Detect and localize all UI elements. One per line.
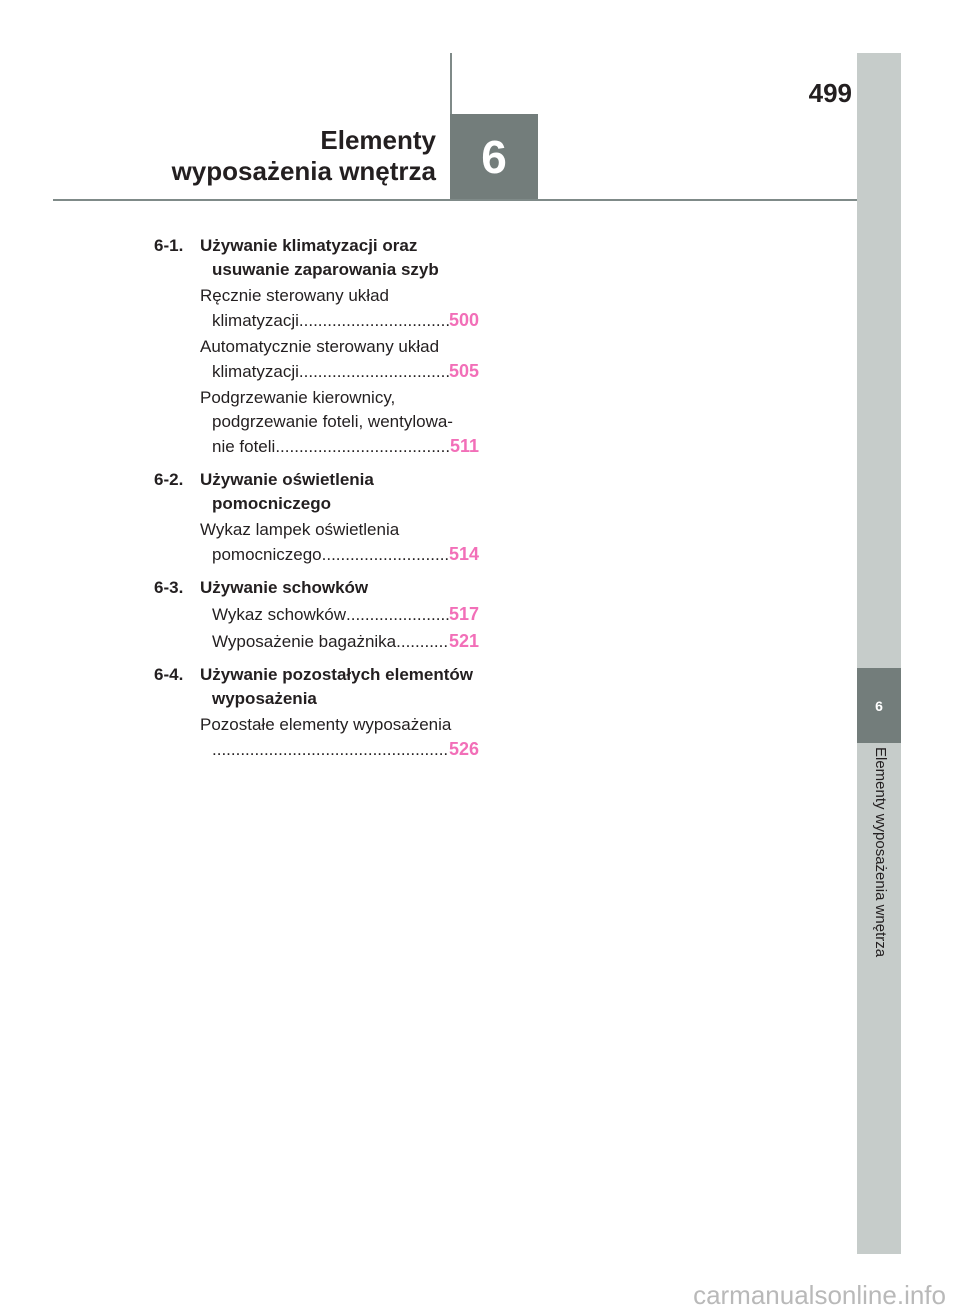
section-number: 6-1. (154, 236, 184, 255)
entry-text-end: klimatyzacji (212, 311, 299, 330)
sidebar-chapter-tab[interactable]: 6 (857, 668, 901, 743)
toc-entry[interactable] (154, 713, 479, 762)
entry-text-end: pomocniczego (212, 545, 322, 564)
entry-text: Ręcznie sterowany układ (200, 286, 389, 305)
page-number: 499 (808, 78, 852, 108)
dot-leader (299, 360, 449, 384)
dot-leader (396, 630, 449, 654)
entry-text: Podgrzewanie kierownicy, podgrzewanie foteli, wentylowa- (200, 388, 453, 431)
watermark: carmanualsonline.info (693, 1280, 946, 1310)
section-number: 6-2. (154, 470, 184, 489)
page-link[interactable]: 511 (449, 436, 479, 456)
table-of-contents (154, 234, 479, 762)
toc-entry[interactable] (154, 335, 479, 384)
page-link[interactable]: 500 (448, 310, 479, 330)
section-title: Używanie oświetlenia pomocniczego (200, 470, 374, 513)
chapter-number-box: 6 (450, 114, 538, 199)
entry-text: Pozostałe elementy wyposażenia (200, 715, 452, 734)
entry-text-end: Wykaz schowków (212, 605, 346, 624)
page-link[interactable]: 526 (448, 739, 479, 759)
sidebar-chapter-label: Elementy wyposażenia wnętrza (872, 747, 889, 958)
section-number: 6-3. (154, 578, 184, 597)
chapter-title-line1: Elementy (320, 125, 436, 155)
entry-text: Automatycznie sterowany układ (200, 337, 440, 356)
page-link[interactable]: 505 (448, 361, 479, 381)
dot-leader (275, 435, 450, 459)
entry-text-end: nie foteli (212, 437, 276, 456)
toc-entry[interactable] (154, 518, 479, 567)
page-link[interactable]: 517 (448, 604, 479, 624)
sidebar-strip (857, 53, 901, 1254)
header-vertical-rule (450, 53, 452, 115)
dot-leader (322, 543, 449, 567)
section-number: 6-4. (154, 665, 184, 684)
page-link[interactable]: 521 (448, 631, 479, 651)
chapter-title (120, 125, 436, 187)
toc-entry[interactable] (154, 284, 479, 333)
dot-leader (299, 309, 449, 333)
toc-section-6-1 (154, 234, 479, 282)
entry-text-end: Wyposażenie bagażnika (212, 632, 397, 651)
dot-leader (346, 603, 449, 627)
header-horizontal-rule (53, 199, 857, 201)
section-title: Używanie schowków (200, 578, 369, 597)
toc-section-6-3 (154, 576, 479, 600)
section-title: Używanie pozostałych elementów wyposażenia (200, 665, 474, 708)
toc-section-6-4 (154, 663, 479, 711)
entry-text: Wykaz lampek oświetlenia (200, 520, 400, 539)
entry-text-end: klimatyzacji (212, 362, 299, 381)
dot-leader (212, 738, 449, 762)
toc-entry[interactable] (154, 629, 479, 654)
page-link[interactable]: 514 (448, 544, 479, 564)
toc-entry[interactable] (154, 602, 479, 627)
toc-section-6-2 (154, 468, 479, 516)
chapter-title-line2: wyposażenia wnętrza (171, 156, 436, 186)
section-title: Używanie klimatyzacji oraz usuwanie zaparowania szyb (200, 236, 439, 279)
toc-entry[interactable] (154, 386, 479, 459)
